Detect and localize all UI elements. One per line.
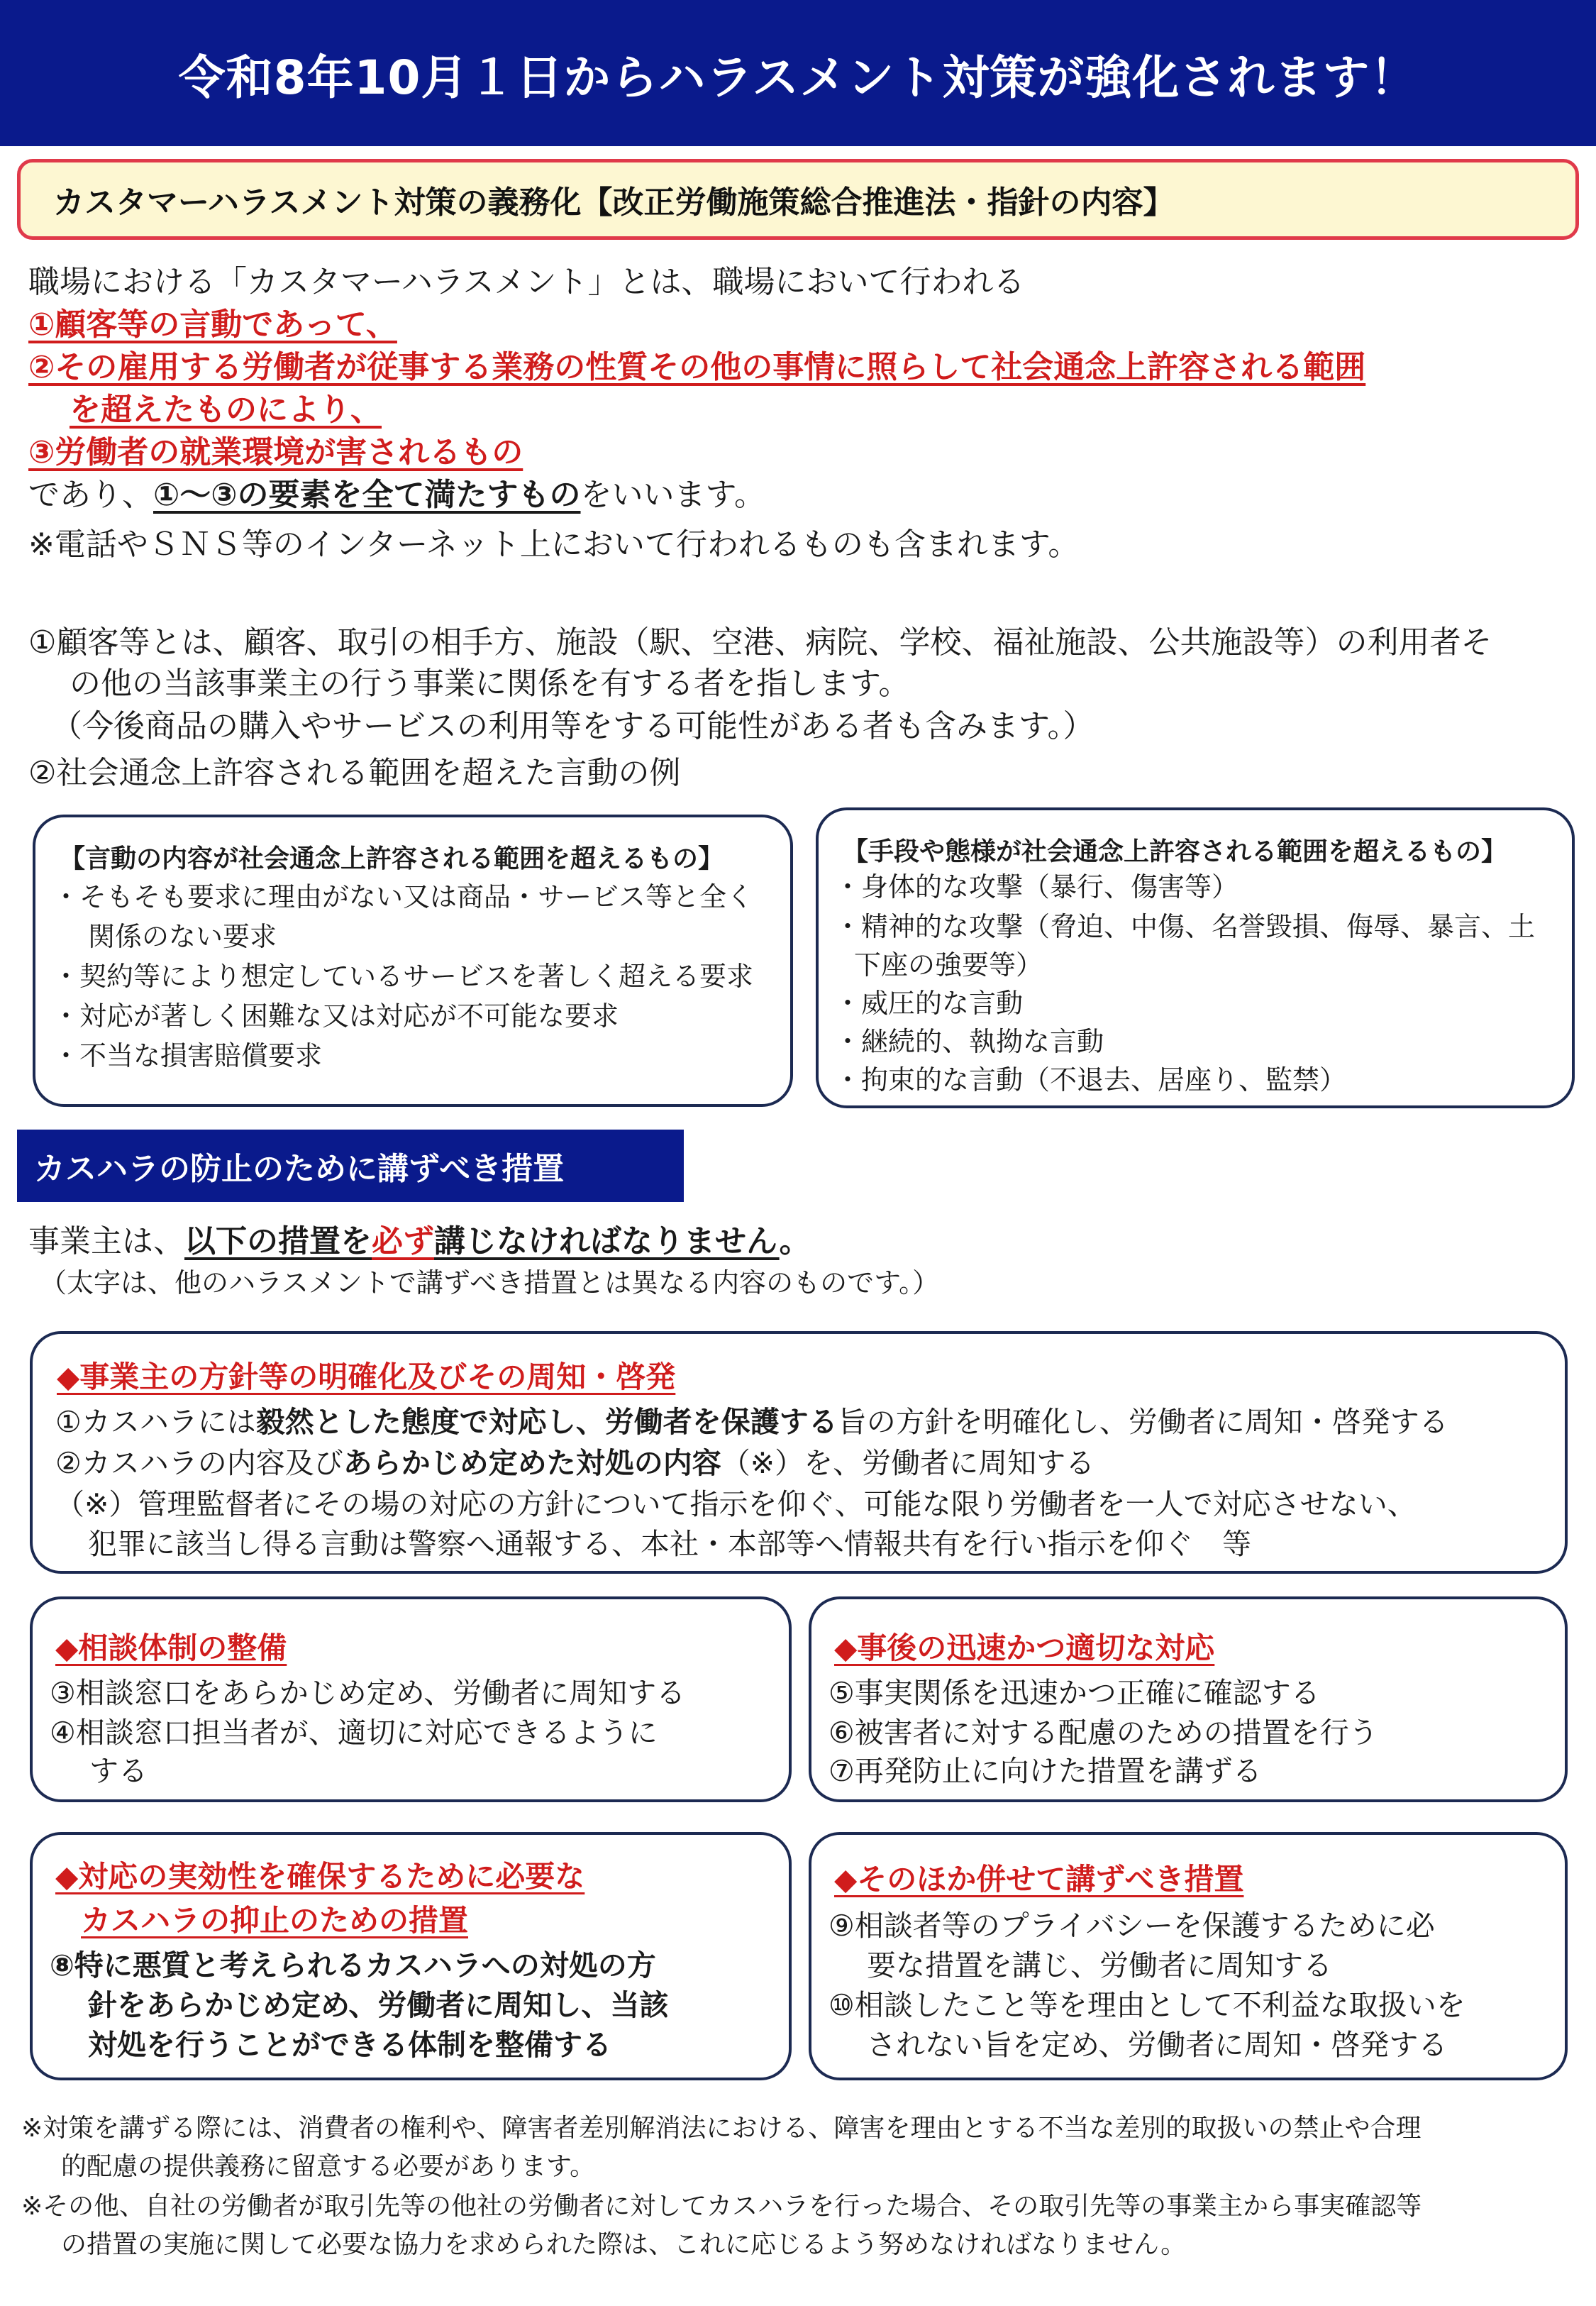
list-item: ・契約等により想定しているサービスを著しく超える要求 [52,961,754,992]
list-item: 関係のない要求 [88,921,277,952]
subtitle-banner [17,159,1579,240]
list-item: ⑧特に悪質と考えられるカスハラへの対処の方 [50,1948,656,1982]
definition-element-2-line1: ②その雇用する労働者が従事する業務の性質その他の事情に照らして社会通念上許容される範囲 [28,349,1366,385]
page-title [0,0,1596,146]
list-item: ・拘束的な言動（不退去、居座り、監禁） [834,1064,1347,1096]
list-item: ・そもそも要求に理由がない又は商品・サービス等と全く [52,881,754,912]
policy-item-2-c: （※）を、労働者に周知する [721,1446,1095,1480]
footnote-1-line2: 的配慮の提供義務に留意する必要があります。 [61,2152,596,2181]
list-item: ・精神的な攻撃（脅迫、中傷、名誉毀損、侮辱、暴言、土 [834,911,1536,942]
measures-section-title: カスハラの防止のために講ずべき措置 [34,1151,565,1187]
definition-closing-post: をいいます。 [580,477,765,513]
list-item: されない旨を定め、労働者に周知・啓発する [867,2028,1448,2062]
definition-closing-pre: であり、 [28,477,153,513]
policy-item-1 [55,1405,1448,1440]
measures-lead-bold1: 以下の措置を [184,1223,372,1259]
measures-lead-note: （太字は、他のハラスメントで講ずべき措置とは異なる内容のものです。） [40,1267,940,1298]
policy-box-header: ◆事業主の方針等の明確化及びその周知・啓発 [57,1359,676,1394]
list-item: 対処を行うことができる体制を整備する [88,2028,611,2062]
examples-content-box [33,815,793,1107]
list-item: ④相談窓口担当者が、適切に対応できるように [50,1716,658,1750]
examples-manner-header: 【手段や態様が社会通念上許容される範囲を超えるもの】 [843,837,1507,866]
policy-item-1-c: 旨の方針を明確化し、労働者に周知・啓発する [837,1405,1448,1439]
definition-closing [28,477,765,514]
page-title-text: 令和8年10月１日からハラスメント対策が強化されます！ [178,50,1418,105]
list-item: ・威圧的な言動 [834,988,1024,1019]
definition-note: ※電話やＳＮＳ等のインターネット上において行われるものも含まれます。 [28,526,1080,563]
definition-closing-emphasis: ①～③の要素を全て満たすもの [153,477,581,513]
measures-lead-pre: 事業主は、 [28,1223,184,1259]
list-item: する [89,1754,148,1788]
policy-note-line1: （※）管理監督者にその場の対応の方針について指示を仰ぐ、可能な限り労働者を一人で対応させない、 [55,1487,1417,1521]
examples-content-header: 【言動の内容が社会通念上許容される範囲を超えるもの】 [60,844,724,873]
explanation-item1-line2: の他の当該事業主の行う事業に関係を有する者を指します。 [70,666,910,702]
list-item: ・身体的な攻撃（暴行、傷害等） [834,871,1239,903]
footnote-2-line1: ※その他、自社の労働者が取引先等の他社の労働者に対してカスハラを行った場合、その取引先等の事業主から事実確認等 [21,2192,1422,2221]
explanation-item2: ②社会通念上許容される範囲を超えた言動の例 [28,755,681,791]
policy-item-2 [55,1446,1095,1481]
policy-item-2-bold: あらかじめ定めた対処の内容 [343,1446,721,1480]
measures-lead-bold2: 講じなければなりません [434,1223,780,1259]
list-item: ⑤事実関係を迅速かつ正確に確認する [829,1676,1320,1710]
effective-box-header-2: カスハラの抑止のための措置 [81,1903,469,1938]
examples-manner-box [816,807,1575,1108]
list-item: ⑩相談したこと等を理由として不利益な取扱いを [829,1988,1465,2022]
other-box-header: ◆そのほか併せて講ずべき措置 [834,1862,1244,1897]
definition-intro: 職場における「カスタマーハラスメント」とは、職場において行われる [28,264,1025,300]
list-item: ・不当な損害賠償要求 [52,1040,323,1071]
aftercare-box [809,1596,1568,1802]
list-item: ⑨相談者等のプライバシーを保護するために必 [829,1909,1435,1943]
measures-lead [28,1223,811,1261]
effective-box [30,1832,792,2080]
policy-item-1-a: ①カスハラには [55,1405,256,1439]
policy-box [30,1331,1568,1574]
definition-element-3: ③労働者の就業環境が害されるもの [28,434,523,470]
definition-element-2-line2: を超えたものにより、 [70,392,382,428]
policy-note-line2: 犯罪に該当し得る言動は警察へ通報する、本社・本部等へ情報共有を行い指示を仰ぐ 等 [88,1527,1251,1561]
subtitle-text: カスタマーハラスメント対策の義務化【改正労働施策総合推進法・指針の内容】 [53,184,1175,221]
footnote-1-line1: ※対策を講ずる際には、消費者の権利や、障害者差別解消法における、障害を理由とする不当な差別的取扱いの禁止や合理 [21,2114,1422,2143]
measures-lead-red: 必ず [372,1223,434,1259]
explanation-item1-note: （今後商品の購入やサービスの利用等をする可能性がある者も含みます。） [51,708,1095,744]
measures-section-header [17,1130,684,1202]
footnote-2-line2: の措置の実施に関して必要な協力を求められた際は、これに応じるよう努めなければなりません。 [61,2230,1187,2259]
policy-item-1-bold: 毅然とした態度で対応し、労働者を保護する [255,1405,838,1439]
explanation-item1-line1: ①顧客等とは、顧客、取引の相手方、施設（駅、空港、病院、学校、福祉施設、公共施設等）の利用者そ [28,624,1492,661]
definition-element-1: ①顧客等の言動であって、 [28,307,397,343]
measures-lead-end: 。 [779,1223,811,1259]
list-item: ⑥被害者に対する配慮のための措置を行う [829,1716,1378,1750]
other-box [809,1832,1568,2080]
effective-box-header-1: ◆対応の実効性を確保するために必要な [55,1859,585,1894]
aftercare-box-header: ◆事後の迅速かつ適切な対応 [834,1631,1215,1665]
list-item: ⑦再発防止に向けた措置を講ずる [829,1754,1262,1788]
list-item: 針をあらかじめ定め、労働者に周知し、当該 [88,1988,669,2022]
list-item: ・対応が著しく困難な又は対応が不可能な要求 [52,1000,619,1032]
list-item: 下座の強要等） [854,949,1043,981]
list-item: 要な措置を講じ、労働者に周知する [867,1948,1332,1982]
list-item: ・継続的、執拗な言動 [834,1026,1104,1057]
policy-item-2-a: ②カスハラの内容及び [55,1446,343,1480]
consult-box-header: ◆相談体制の整備 [55,1631,287,1665]
list-item: ③相談窓口をあらかじめ定め、労働者に周知する [50,1676,686,1710]
consult-box [30,1596,792,1802]
